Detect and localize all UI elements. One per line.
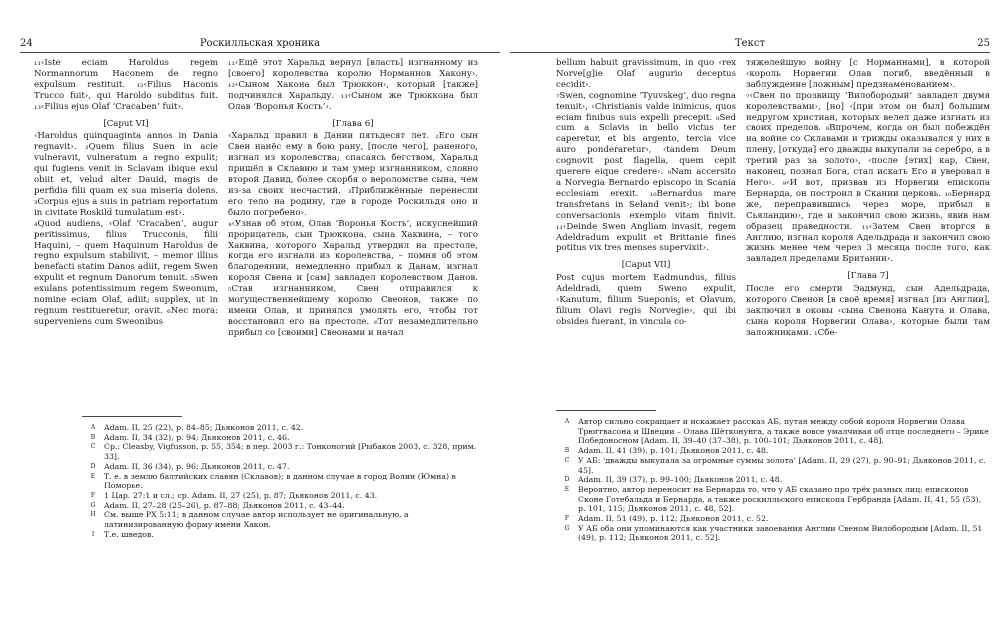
right-page (510, 0, 990, 632)
russian-paragraph: ‹Харальд правил в Дании пятьдесят лет. ₂Его сын Свен нанёс ему в бою рану, [после чего], раненого, изгнал из королевства; спасаясь бегством, Харальд пришёл в Склавию и там умер изгнанником, словно второй Давид, более скорбя о вероломстве сына, чем из-за своих несчастий. ₃Приближённые перенесли его тело на родину, где в городе Роскильдя оно и было погребено›. (228, 131, 478, 218)
footnotes (82, 416, 478, 626)
left-page-header (20, 38, 500, 53)
left-page (20, 0, 500, 632)
footnote: A Автор сильно сокращает и искажает рассказ АБ, путая между собой короля Норвегии Олава Трюггвасона и Швеции – Олава Шётконунга, а также вовсе умалчивая об отце последнего – Эрике Победоносном [Adam. II, 39–40 (37–38), p. 100–101; Дьяконов 2011, с. 48]. (564, 417, 989, 446)
footnote: A Adam. II, 25 (22), p. 84–85; Дьяконов 2011, с. 42. (90, 423, 304, 432)
chapter-heading: [Caput VI] (103, 118, 149, 129)
footnote: F Adam. II, 51 (49), p. 112; Дьяконов 2011, с. 52. (564, 514, 769, 524)
russian-column (746, 58, 990, 406)
running-title: Текст (735, 38, 765, 49)
russian-paragraph: ₄‹Узнав об этом, Олав ‘Воронья Кость’, искуснейший прорицатель, сын Трюккона, сына Хаквина, – того Хаквина, которого Харальд утвердил на престоле, когда его изгнали из королевства, – помня об этом благодеянии, немедленно прибыл к Данам, изгнал короля Свена и [сам] завладел королевством Данов. ₅Став изгнанником, Свен отправился к могущественнейшему королю Свеонов, также по имени Олав, и принялся умолять его, чтобы тот восстановил его на престоле. ₆Тот незамедлительно прибыл со [своими] Свеонами и начал (228, 218, 478, 338)
russian-paragraph: ₁₁‹Ещё этот Харальд вернул [власть] изгнанному из [своего] королевства королю Норманнов Хакону›. ₁₂‹Сыном Хакона был Трюккон›, который [также] подчинялся Харальду. ₁₃‹Сыном же Трюккона был Олав ‘Воронья Кость’›. (228, 58, 478, 112)
footnote: E Т. е. в землю балтийских славян (Склавов); в данном случае в город Волин (Юмна) в Поморье. (90, 471, 456, 491)
footnote: F 1 Цар. 27:1 и сл.; ср. Adam. II, 27 (25), p. 87; Дьяконов 2011, с. 43. (90, 490, 378, 500)
latin-column (34, 58, 218, 410)
russian-column (228, 58, 478, 410)
footnote: I Т.е. шведов. (91, 529, 154, 539)
footnote: H См. выше РХ 5:11; в данном случае автор использует не оригинальную, а латинизированную форму имени Хакон. (90, 510, 409, 530)
footnote: C У АБ: ‘дважды выкупала за огромные суммы золота’ [Adam. II, 29 (27), p. 90–91; Дьяконов 2011, с. 45]. (564, 455, 986, 475)
russian-paragraph: После его смерти Эадмунд, сын Адельдрада, которого Свенон [в своё время] изгнал [из Англии], заключил в оковы ‹сына Свенона Канута и Олава, сына короля Норвегии Олава›, которые были там заложниками. ₁Сбе- (746, 284, 990, 338)
chapter-heading: [Глава 6] (332, 118, 374, 129)
footnote: C Ср.: Cleasby, Vigfusson, p. 55, 354; в пер. 2003 г.: Тонконогий [Рыбаков 2003, с. 328, прим. 33]. (90, 442, 477, 462)
footnote: D Adam. II, 39 (37), p. 99–100; Дьяконов 2011, с. 48. (564, 475, 783, 485)
chapter-heading: [Caput VII] (621, 260, 671, 271)
footnote: E Вероятно, автор переносит на Бернарда то, что у АБ сказано про трёх разных лиц: епископов Сконе Готебальда и Бернарда, а также роскилльского епископа Гербранда [Adam. II, 41, 55 (53), p. 101, 115; Дьяконов 2011, с. 48, 52]. (564, 484, 982, 514)
latin-paragraph: Post cujus mortem Eadmundus, filius Adeldradi, quem Sweno expulit, ‹Kanutum, filium Sueponis, et Olavum, filium Olavi regis Norvegie›, qui ibi obsides fuerant, in vincula co- (556, 273, 736, 327)
footnote: B Adam. II, 41 (39), p. 101; Дьяконов 2011, с. 48. (564, 446, 769, 456)
footnote-rule (82, 416, 182, 417)
footnote: B Adam. II, 34 (32), p. 94; Дьяконов 2011, с. 46. (90, 432, 290, 442)
footnote: G У АБ оба они упоминаются как участники завоевания Англии Свеном Вилобородым [Adam. II, 51 (49), p. 112; Дьяконов 2011, с. 52]. (564, 523, 983, 543)
footnote: G Adam. II, 27–28 (25–26), p. 87–88; Дьяконов 2011, с. 43–44. (90, 500, 345, 510)
footnote-rule (556, 410, 656, 411)
footnotes (556, 410, 990, 626)
running-title: Роскилльская хроника (199, 38, 321, 49)
latin-paragraph: ₇Swen, cognomine ‘Tyuvskeg’, duo regna tenuit›, ‹Christianis valde inimicus, quos eciam finibus suis expelli precepit. ₈Sed cum a Sclavis in bello victus ter caperetur, et bis argento, tercia vice auro ponderaretur›, ‹tandem Deum cognovit post flagella, quem cepit querere eique credere›. ₉Nam accersito a Norvegia Bernardo episcopo in Scania ecclesiam erexit. ₁₀Bernardus mare transfretans in Seland venit›; ibi bone conversacionis exemplo vitam finivit. ₁₁‹Deinde Swen Angliam invasit, regem Adeldradum expulit et Brittanie fines potitus vix tres menses supervixit›. (556, 90, 736, 254)
page-number: 24 (20, 38, 33, 49)
latin-paragraph: ‹Haroldus quinquaginta annos in Dania regnavit›. ₂Quem filius Suen in acie vulneravit, vulneratum a regno expulit; qui fugiens venit in Sclavam ibique exul obiit et, velud alter Dauid, magis de perfidia filii quam ex sua miseria dolens. ₃Corpus ejus a suis in patriam reportatum in civitate Roskild tumulatum est›. (34, 131, 218, 218)
russian-paragraph: ₇‹Свен по прозвищу ‘Вилобородый’ завладел двумя королевствами›, [но] ‹[при этом он был] большим недругом христиан, которых велел даже изгнать из своих пределов. ₈Впрочем, когда он был побеждён на войне со Склавами и трижды оказывался у них в плену, [откуда] его дважды выкупали за серебро, а в третий раз за золото›, ‹после [этих] кар, Свен, наконец, познал Бога, стал искать Его и уверовал в Него›. ₉‹И вот, призвав из Норвегии епископа Бернарда, он построил в Скании церковь. ₁₀Бернард же, переправившись через море, прибыл в Сьяландию›, где и закончил свою жизнь, явив нам образец праведности. ₁₁‹Затем Свен вторгся в Англию, изгнал короля Адельдрада и закончил свою жизнь менее чем через 3 месяца после того, как завладел пределами Британии›. (746, 90, 990, 265)
footnote: D Adam. II, 36 (34), p. 96; Дьяконов 2011, с. 47. (90, 461, 290, 471)
latin-column (556, 58, 736, 406)
russian-paragraph: тяжелейшую войну [с Норманнами], в которой ‹король Норвегии Олав погиб, введённый в заблуждение [ложным] предзнаменованием›. (746, 58, 990, 90)
latin-paragraph: bellum habuit gravissimum, in quo ‹rex Norve[g]ie Olaf augurio deceptus cecidit›. (556, 58, 736, 90)
latin-paragraph: ₁₁‹Iste eciam Haroldus regem Normannorum Haconem de regno expulsum restituit. ₁₂‹Filius Haconis Trucco fuit›, qui Haroldo subditus fuit. ₁₃‹Filius ejus Olaf ‘Cracaben’ fuit›. (34, 58, 218, 112)
right-page-header (510, 38, 990, 53)
chapter-heading: [Глава 7] (847, 271, 889, 282)
page-number: 25 (977, 38, 990, 49)
latin-paragraph: ₄Quod audiens, ‹Olaf ‘Cracaben’, augur peritissimus, filius Trucconis, filii Haquini, – quem Haquinum Haroldus de regno expulsum stabilivit, – memor illius benefacti statim Danos adiit, regem Swen expulit et regnum Danorum tenuit. ₅Swen exulans potentissimum regem Sweonum, nomine eciam Olaf, adiit; supplex, ut in regnum restitueretur, oravit. ₆Nec mora: superveniens cum Sweonibus (34, 218, 218, 327)
